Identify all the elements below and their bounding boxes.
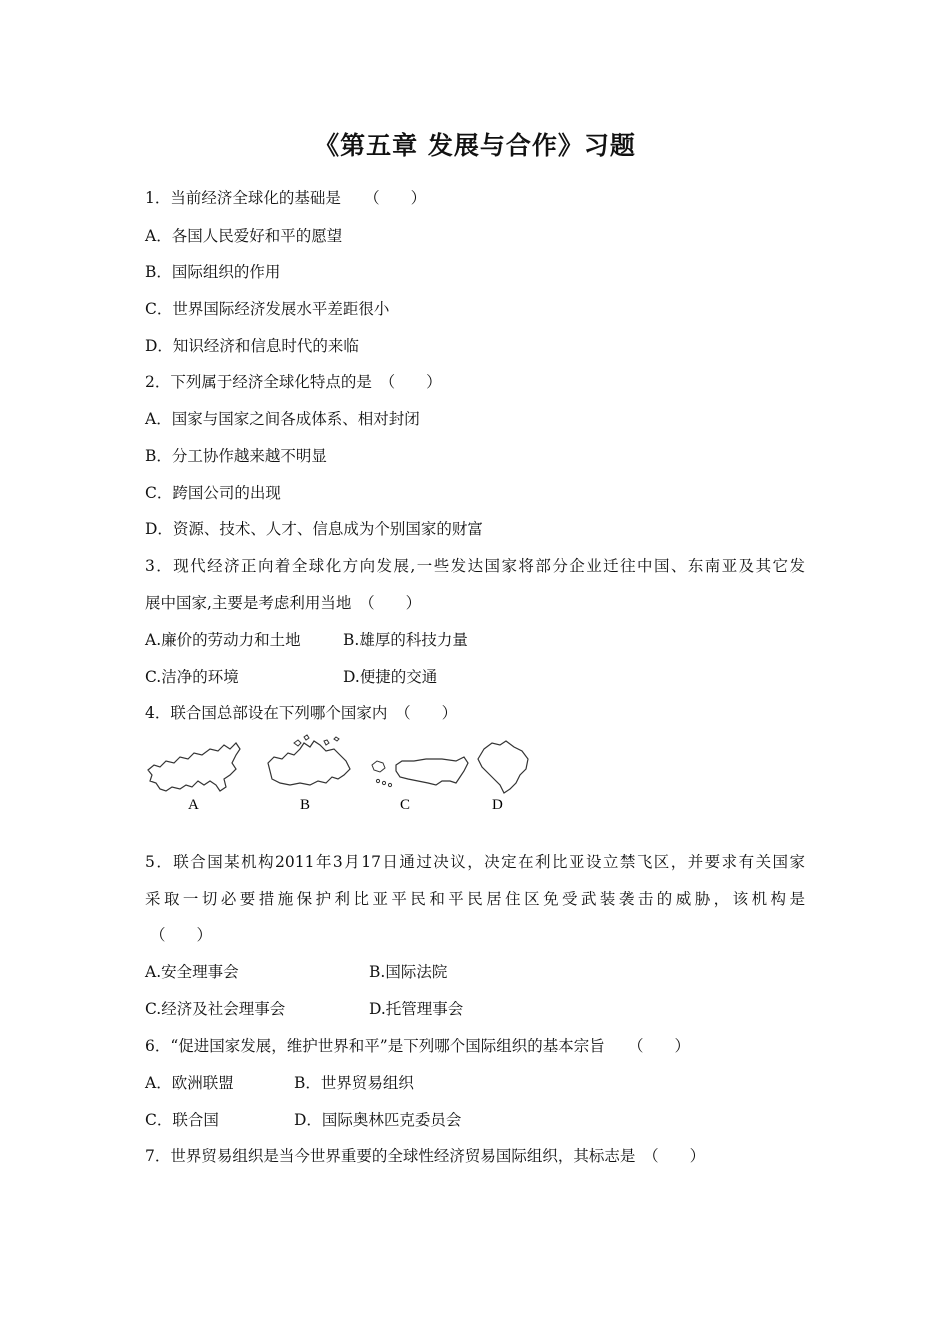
q6-option-c: C．联合国	[145, 1111, 219, 1129]
map-canada	[268, 735, 350, 813]
q2-option-b: B．分工协作越来越不明显	[145, 447, 327, 465]
q1-option-c: C．世界国际经济发展水平差距很小	[145, 300, 390, 318]
map-label-a: A	[188, 797, 199, 813]
q2-stem: 2．下列属于经济全球化特点的是 （ ）	[145, 373, 442, 391]
map-label-b: B	[300, 797, 311, 813]
map-russia	[148, 743, 240, 813]
q5-option-b: B.国际法院	[369, 963, 448, 981]
q1-option-b: B．国际组织的作用	[145, 263, 281, 281]
q5-stem-line2: 采取一切必要措施保护利比亚平民和平民居住区免受武装袭击的威胁，该机构是	[145, 890, 805, 908]
q6-option-d: D．国际奥林匹克委员会	[294, 1111, 462, 1129]
map-label-c: C	[400, 797, 411, 813]
q6-option-b: B．世界贸易组织	[294, 1074, 414, 1092]
q3-stem-line2: 展中国家,主要是考虑利用当地 （ ）	[145, 594, 422, 612]
q1-option-d: D．知识经济和信息时代的来临	[145, 337, 359, 355]
q5-option-a: A.安全理事会	[145, 963, 239, 981]
map-brazil	[478, 741, 528, 813]
q2-option-c: C．跨国公司的出现	[145, 484, 281, 502]
q2-option-d: D．资源、技术、人才、信息成为个别国家的财富	[145, 520, 483, 538]
q3-option-c: C.洁净的环境	[145, 668, 239, 686]
q1-stem: 1．当前经济全球化的基础是 （ ）	[145, 189, 427, 207]
q3-option-b: B.雄厚的科技力量	[343, 631, 468, 649]
q4-stem: 4．联合国总部设在下列哪个国家内 （ ）	[145, 704, 458, 722]
q5-stem-line3: （ ）	[150, 926, 213, 944]
q3-option-d: D.便捷的交通	[343, 668, 438, 686]
q2-option-a: A．国家与国家之间各成体系、相对封闭	[145, 410, 420, 428]
country-maps-figure	[140, 735, 540, 815]
q7-stem: 7．世界贸易组织是当今世界重要的全球性经济贸易国际组织，其标志是 （ ）	[145, 1147, 706, 1165]
map-usa	[372, 757, 468, 813]
q6-stem: 6．“促进国家发展，维护世界和平”是下列哪个国际组织的基本宗旨 （ ）	[145, 1037, 690, 1055]
q3-option-a: A.廉价的劳动力和土地	[145, 631, 301, 649]
q6-option-a: A．欧洲联盟	[145, 1074, 234, 1092]
map-label-d: D	[492, 797, 503, 813]
page-title: 《第五章 发展与合作》习题	[314, 131, 636, 160]
q1-option-a: A．各国人民爱好和平的愿望	[145, 227, 343, 245]
q5-option-c: C.经济及社会理事会	[145, 1000, 286, 1018]
q5-stem-line1: 5．联合国某机构2011年3月17日通过决议，决定在利比亚设立禁飞区，并要求有关国家	[145, 853, 805, 871]
q5-option-d: D.托管理事会	[369, 1000, 464, 1018]
q3-stem-line1: 3．现代经济正向着全球化方向发展,一些发达国家将部分企业迁往中国、东南亚及其它发	[145, 557, 805, 575]
